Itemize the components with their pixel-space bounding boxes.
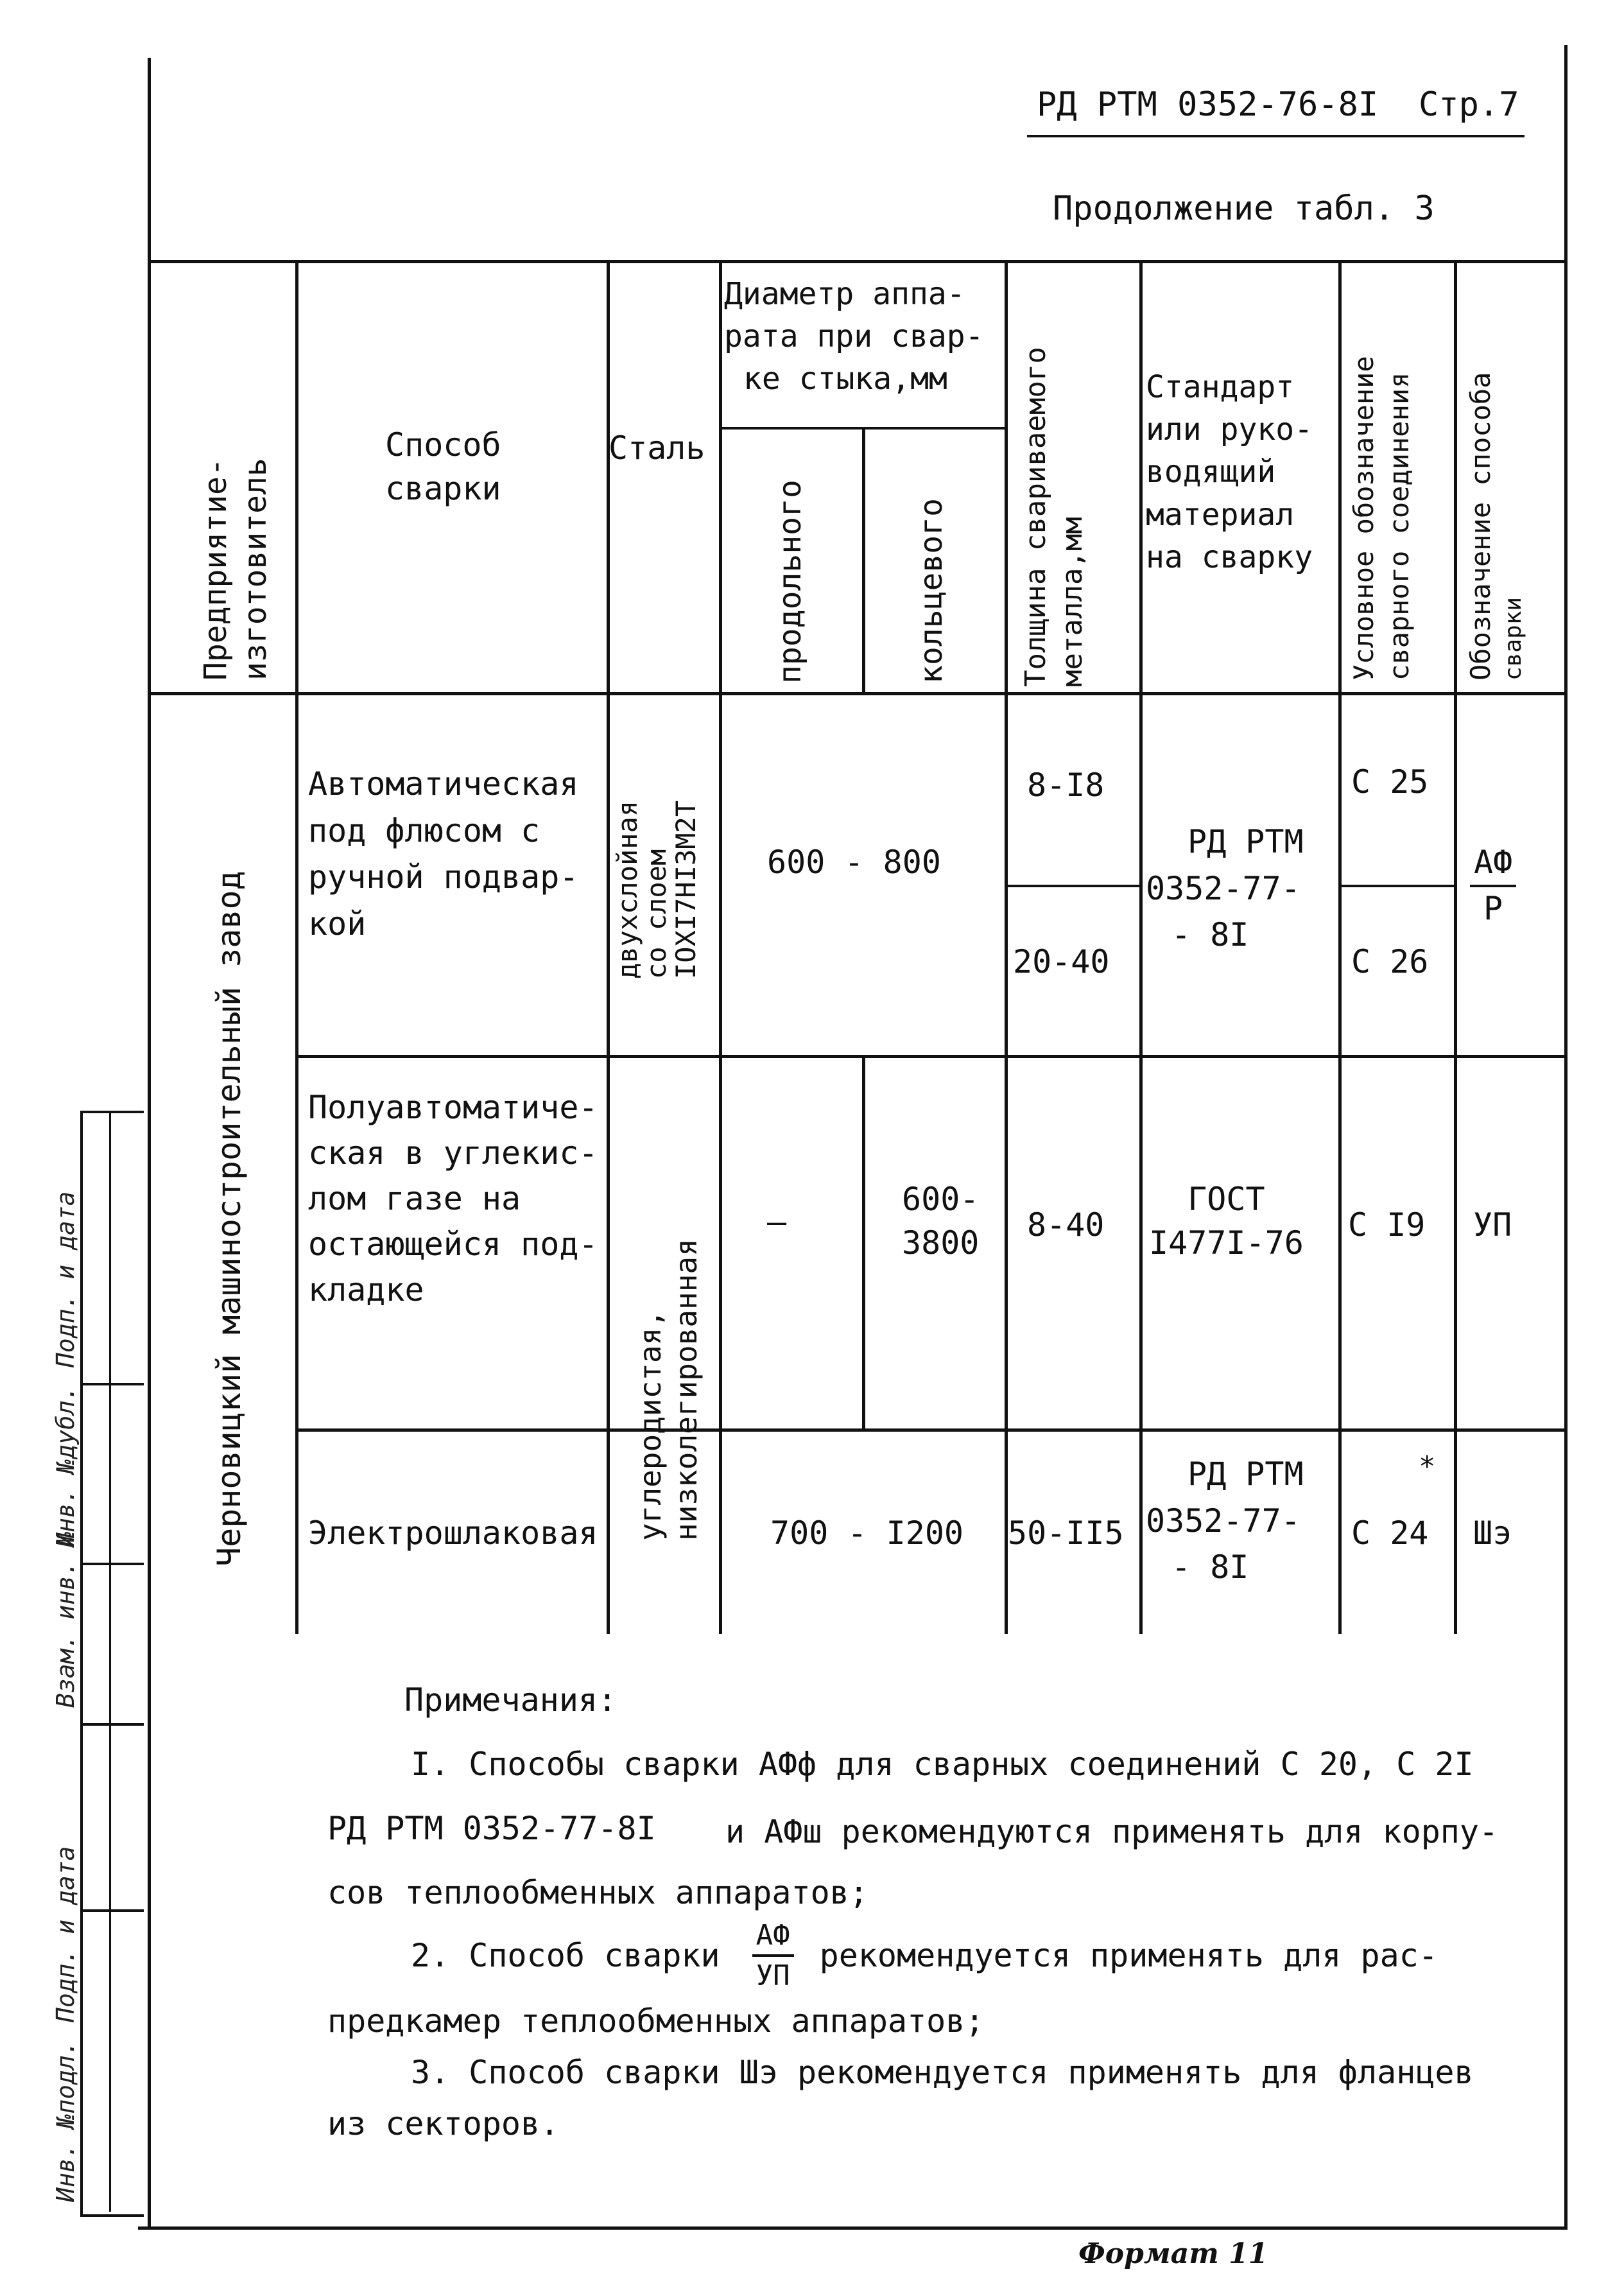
row1-method: Автоматическая под флюсом с ручной подвар- кой	[308, 765, 579, 942]
row1-standard: РД РТМ 0352-77- - 8I	[1146, 823, 1304, 953]
page-number: Стр.7	[1419, 85, 1519, 124]
table-continuation-label: Продолжение табл. 3	[1053, 189, 1435, 228]
note2-numerator: АФ	[752, 1916, 794, 1957]
table-top-border	[148, 260, 1568, 263]
header-enterprise: Предприятие- изготовитель	[198, 458, 274, 681]
col-line-3	[719, 260, 722, 1634]
note2-prefix: 2. Способ сварки	[411, 1936, 720, 1974]
row1-diameter: 600 - 800	[767, 844, 941, 881]
stamp-inv-dup: Инв. №дубл.	[51, 1385, 80, 1547]
header-method: Способ сварки	[385, 426, 501, 507]
note1-line3: сов теплообменных аппаратов;	[327, 1874, 868, 1911]
stamp-replace-inv: Взам. инв. №	[51, 1531, 80, 1708]
enterprise-name: Черновицкий машиностроительный завод	[211, 871, 248, 1567]
note1-line1: I. Способы сварки АФф для сварных соединений С 20, С 2I	[411, 1746, 1474, 1783]
row1-joint-b: С 26	[1351, 943, 1429, 980]
row1-method-symbol	[1470, 841, 1516, 930]
row3-thickness: 50-II5	[1008, 1515, 1124, 1552]
note2-suffix: рекомендуется применять для рас-	[819, 1936, 1438, 1974]
header-underline	[1027, 135, 1525, 137]
stamp-sign-date-2: Подп. и дата	[51, 1191, 80, 1367]
row2-thickness: 8-40	[1027, 1206, 1105, 1244]
row2-diameter-long: —	[767, 1203, 787, 1240]
row1-joint-split-line	[1338, 885, 1454, 887]
note3-line1: 3. Способ сварки Шэ рекомендуется применять для фланцев	[411, 2054, 1474, 2091]
col-line-4	[862, 427, 865, 692]
col-line-8	[1454, 260, 1457, 1634]
header-diameter: Диаметр аппа- рата при свар- ке стыка,мм	[724, 276, 984, 397]
row2-method: Полуавтоматиче- ская в углекис- лом газе на остающейся под- кладке	[308, 1089, 598, 1308]
header-joint-symbol: Условное обозначение сварного соединения	[1348, 356, 1415, 681]
row3-joint: С 24	[1351, 1515, 1429, 1552]
note2-denominator: УП	[756, 1959, 790, 1993]
steel-lower: углеродистая, низколегированная	[633, 1238, 704, 1541]
row3-standard: РД РТМ 0352-77- - 8I	[1146, 1455, 1304, 1586]
row1-split-line	[1005, 885, 1139, 887]
margin-stamp-box	[80, 1111, 144, 2217]
row2-bottom-border	[295, 1428, 1568, 1432]
header-bottom-border	[148, 692, 1568, 695]
frame-left-border	[148, 58, 151, 2228]
row2-joint: С I9	[1348, 1206, 1426, 1244]
header-thickness: Толщина свариваемого металла,мм	[1019, 347, 1089, 687]
stamp-inv-orig: Инв. №подл.	[51, 2040, 80, 2202]
row3-diameter: 700 - I200	[770, 1515, 964, 1552]
col-line-6	[1139, 260, 1143, 1634]
symbol-numerator: АФ	[1470, 841, 1516, 887]
header-method-symbol: Обозначение способа сварки	[1465, 372, 1526, 681]
frame-right-border	[1564, 45, 1568, 2228]
notes-title: Примечания:	[404, 1681, 618, 1719]
symbol-denominator: Р	[1483, 889, 1503, 927]
note2-fraction	[752, 1916, 794, 1995]
format-label: Формат 11	[1078, 2237, 1268, 2270]
row2-standard: ГОСТ I477I-76	[1149, 1181, 1304, 1262]
margin-stamp-inner-line	[109, 1111, 111, 2212]
col-line-1	[295, 260, 298, 1634]
note1-line2b: и АФш рекомендуются применять для корпу-	[725, 1813, 1499, 1850]
row1-thickness-b: 20-40	[1013, 943, 1110, 980]
note3-line2: из секторов.	[327, 2105, 560, 2142]
header-longitudinal: продольного	[772, 480, 808, 684]
row1-steel: двухслойная со слоем IOXI7HI3M2T	[612, 800, 702, 979]
row1-joint-a: С 25	[1351, 763, 1429, 801]
col-line-5	[1005, 260, 1008, 1634]
note1-line2a: РД РТМ 0352-77-8I	[327, 1810, 656, 1847]
doc-code: РД РТМ 0352-76-8I	[1037, 85, 1379, 124]
row2-method-symbol: УП	[1473, 1206, 1512, 1244]
header-circular: кольцевого	[913, 498, 949, 684]
col-line-4b	[862, 1055, 865, 1428]
row3-method: Электрошлаковая	[308, 1515, 598, 1552]
header-standard: Стандарт или руко- водящий материал на сварку	[1146, 369, 1313, 575]
row3-joint-mark: *	[1419, 1450, 1436, 1483]
stamp-sign-date-1: Подп. и дата	[51, 1846, 80, 2022]
note2-line2: предкамер теплообменных аппаратов;	[327, 2002, 985, 2040]
note2-line1	[411, 1916, 1438, 1995]
row1-bottom-border	[295, 1055, 1568, 1058]
col-line-7	[1338, 260, 1342, 1634]
row2-diameter-circ: 600- 3800	[902, 1181, 980, 1262]
header-steel: Сталь	[609, 430, 705, 467]
row1-thickness-a: 8-I8	[1027, 767, 1105, 804]
row3-method-symbol: Шэ	[1473, 1515, 1512, 1552]
frame-bottom-border	[138, 2226, 1568, 2230]
